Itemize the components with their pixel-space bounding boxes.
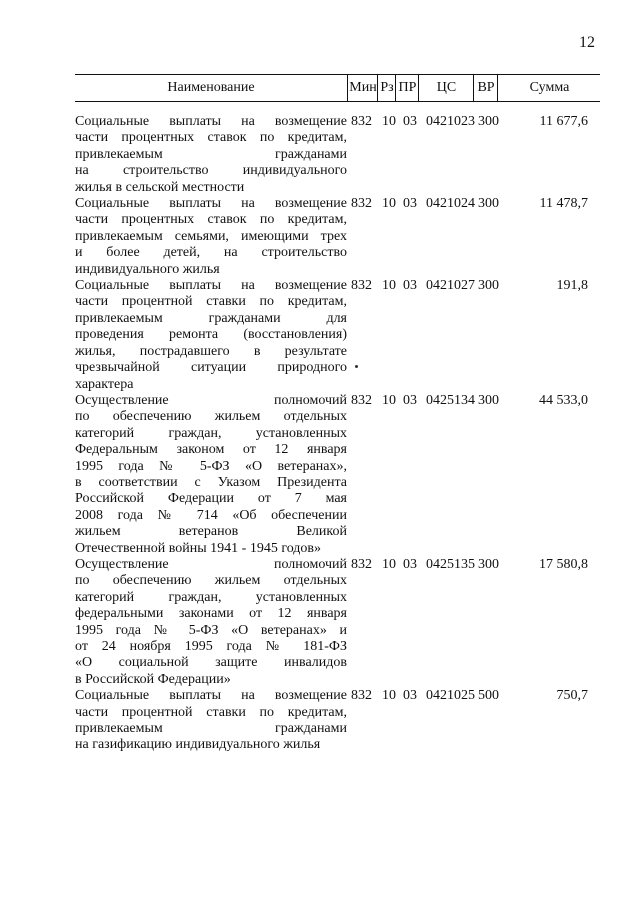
code-vr: 500 <box>478 688 499 704</box>
table-row <box>75 196 600 278</box>
table-header <box>75 74 600 102</box>
row-name-line: федеральными законами от 12 января <box>75 606 347 622</box>
row-name-line: части процентных ставок по кредитам, <box>75 212 347 228</box>
row-name-line: Осуществление полномочий <box>75 392 347 408</box>
row-name-line: части процентной ставки по кредитам, <box>75 704 347 720</box>
code-min: 832 <box>351 556 372 572</box>
row-name-line: индивидуального жилья <box>75 261 220 277</box>
code-min: 832 <box>351 196 372 212</box>
row-name <box>75 114 347 196</box>
row-name-line: на газификацию индивидуального жилья <box>75 737 321 753</box>
row-name <box>75 196 347 278</box>
row-name-line: по обеспечению жильем отдельных <box>75 409 347 425</box>
row-name-line: Социальные выплаты на возмещение <box>75 688 347 704</box>
code-vr: 300 <box>478 278 499 294</box>
row-name-line: жилья в сельской местности <box>75 179 245 195</box>
row-name-line: «О социальной защите инвалидов <box>75 655 347 671</box>
header-rz: Рз <box>377 75 396 101</box>
row-name-line: 1995 года № 5-ФЗ «О ветеранах», <box>75 458 347 474</box>
row-name-line: в соответствии с Указом Президента <box>75 474 347 490</box>
code-pr: 03 <box>403 278 417 294</box>
row-name-line: по обеспечению жильем отдельных <box>75 573 347 589</box>
row-name-line: части процентной ставки по кредитам, <box>75 294 347 310</box>
code-rz: 10 <box>382 196 396 212</box>
code-rz: 10 <box>382 556 396 572</box>
code-vr: 300 <box>478 196 499 212</box>
row-amount: 11 478,7 <box>539 196 588 212</box>
row-name <box>75 278 347 393</box>
header-pr: ПР <box>395 75 419 101</box>
code-pr: 03 <box>403 114 417 129</box>
row-name-line: привлекаемым гражданами для <box>75 310 347 326</box>
row-name-line: в Российской Федерации» <box>75 671 231 687</box>
row-name-line: привлекаемым гражданами <box>75 721 347 737</box>
row-name-line: проведения ремонта (восстановления) <box>75 327 347 343</box>
code-rz: 10 <box>382 688 396 704</box>
row-amount: 11 677,6 <box>539 114 588 129</box>
row-name-line: 2008 года № 714 «Об обеспечении <box>75 507 347 523</box>
row-name-line: Федеральным законом от 12 января <box>75 442 347 458</box>
row-name-line: чрезвычайной ситуации природного <box>75 360 347 376</box>
row-name <box>75 688 347 754</box>
header-cs: ЦС <box>418 75 474 101</box>
table-row <box>75 114 600 196</box>
table-row <box>75 393 600 557</box>
table-row <box>75 278 600 393</box>
row-name-line: на строительство индивидуального <box>75 163 347 179</box>
code-cs: 0421024 <box>426 196 475 212</box>
code-cs: 0421023 <box>426 114 475 129</box>
row-name-line: Отечественной войны 1941 - 1945 годов» <box>75 540 322 556</box>
header-sum: Сумма <box>497 75 601 101</box>
code-vr: 300 <box>478 114 499 129</box>
row-name-line: категорий граждан, установленных <box>75 589 347 605</box>
row-name-line: Социальные выплаты на возмещение <box>75 278 347 294</box>
code-min: 832 <box>351 392 372 408</box>
code-pr: 03 <box>403 196 417 212</box>
row-name-line: привлекаемым семьями, имеющими трех <box>75 228 347 244</box>
code-vr: 300 <box>478 556 499 572</box>
code-pr: 03 <box>403 556 417 572</box>
row-amount: 44 533,0 <box>539 392 588 408</box>
code-cs: 0425134 <box>426 392 475 408</box>
row-name-line: жильем ветеранов Великой <box>75 524 347 540</box>
row-name-line: 1995 года № 5-ФЗ «О ветеранах» и <box>75 622 347 638</box>
row-name-line: жилья, пострадавшего в результате <box>75 343 347 359</box>
code-vr: 300 <box>478 392 499 408</box>
row-name-line: характера <box>75 376 134 392</box>
table-row <box>75 557 600 688</box>
scan-mark <box>355 365 358 368</box>
header-vr: ВР <box>473 75 498 101</box>
code-rz: 10 <box>382 278 396 294</box>
row-name-line: части процентных ставок по кредитам, <box>75 130 347 146</box>
row-amount: 191,8 <box>556 278 588 294</box>
row-name-line: Социальные выплаты на возмещение <box>75 114 347 129</box>
row-amount: 750,7 <box>556 688 588 704</box>
table-row <box>75 688 600 754</box>
row-name-line: категорий граждан, установленных <box>75 425 347 441</box>
code-pr: 03 <box>403 688 417 704</box>
code-cs: 0421025 <box>426 688 475 704</box>
code-rz: 10 <box>382 114 396 129</box>
code-cs: 0425135 <box>426 556 475 572</box>
code-min: 832 <box>351 114 372 129</box>
row-name-line: Осуществление полномочий <box>75 556 347 572</box>
code-pr: 03 <box>403 392 417 408</box>
code-cs: 0421027 <box>426 278 475 294</box>
code-min: 832 <box>351 278 372 294</box>
page-number: 12 <box>579 34 595 51</box>
row-name <box>75 393 347 557</box>
header-name: Наименование <box>167 80 255 95</box>
row-name-line: Российской Федерации от 7 мая <box>75 491 347 507</box>
header-min: Мин <box>347 75 378 101</box>
table-body <box>75 114 600 754</box>
row-name-line: от 24 ноября 1995 года № 181-ФЗ <box>75 639 347 654</box>
code-rz: 10 <box>382 392 396 408</box>
row-name-line: привлекаемым гражданами <box>75 146 347 162</box>
row-name-line: и более детей, на строительство <box>75 245 347 261</box>
row-name-line: Социальные выплаты на возмещение <box>75 196 347 212</box>
code-min: 832 <box>351 688 372 704</box>
row-amount: 17 580,8 <box>539 556 588 572</box>
row-name <box>75 557 347 688</box>
